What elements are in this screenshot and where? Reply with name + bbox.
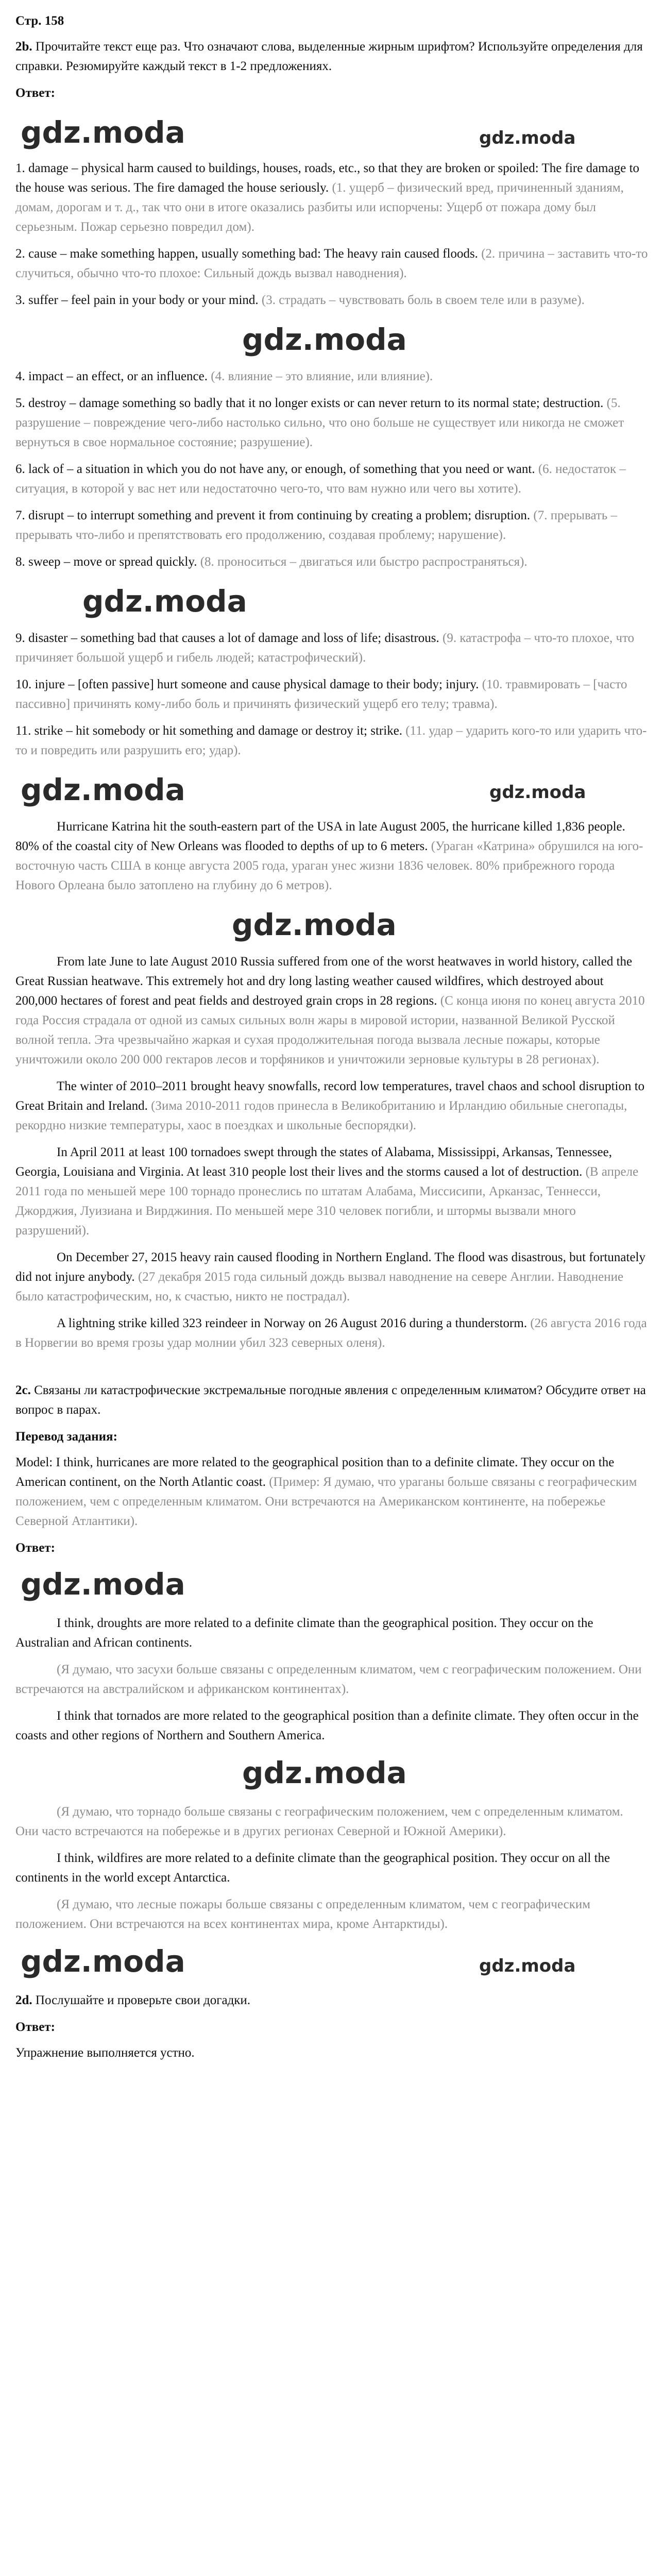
watermark: gdz.moda [479,1956,576,1976]
model-answer [15,1453,649,1531]
watermark-row [15,317,649,367]
watermark-row [15,1753,649,1802]
definition-item [15,506,649,545]
summary-en: The winter of 2010–2011 brought heavy snowfalls, record low temperatures, travel chaos and school disruption to Great Britain and Ireland. [15,1079,645,1113]
answer-en: I think, droughts are more related to a definite climate than the geographical position. They occur on the Australian and African continents. [15,1616,593,1650]
answer-en: I think that tornados are more related to the geographical position than a definite climate. They often occur in the coasts and other regions of Northern and Southern America. [15,1709,639,1742]
definition-ru: (2. причина – заставить что-то случиться, обычно что-то плохое: Сильный дождь вызвал наводнения). [15,247,648,280]
definition-ru: (11. удар – ударить кого-то или ударить что-то и повредить или разрушить его; удар). [15,724,647,757]
definition-en: 1. damage – physical harm caused to buildings, houses, roads, etc., so that they are broken or spoiled: The fire damage to the house was serious. The fire damaged the house seriously. [15,161,640,195]
definition-en: 5. destroy – damage something so badly that it no longer exists or can never return to its normal state; destruction. [15,396,604,410]
summary-paragraph [15,1143,649,1241]
answer-translation: (Я думаю, что торнадо больше связаны с географическим положением, чем с определенным климатом. Они часто встречаются на побережье и в других регионах Северной и Южной Америки). [15,1805,623,1838]
watermark-row [15,579,649,629]
definition-en: 7. disrupt – to interrupt something and prevent it from continuing by creating a problem; disruption. [15,509,531,522]
summary-ru: (Ураган «Катрина» обрушился на юго-восточную часть США в конце августа 2005 года, ураган унес жизни 1836 человек. 80% прибрежного города Нового Орлеана было затоплено на глубину до 6 метров). [15,839,643,892]
summary-ru: (Зима 2010-2011 годов принесла в Великобританию и Ирландию обильные снегопады, рекордно низкие температуры, хаос в поездках и школьные беспорядки). [15,1099,627,1132]
task-text: Связаны ли катастрофические экстремальные погодные явления с определенным климатом? Обсудите ответ на вопрос в парах. [15,1383,646,1417]
definition-en: 3. suffer – feel pain in your body or your mind. [15,293,259,307]
definition-item [15,244,649,283]
exercise-note: Упражнение выполняется устно. [15,2046,195,2060]
watermark: gdz.moda [242,322,407,357]
answer-translation: (Я думаю, что лесные пожары больше связаны с определенным климатом, чем с географическим положением. Они встречаются на всех континентах мира, кроме Антарктиды). [15,1897,591,1931]
task-2b [15,37,649,76]
watermark: gdz.moda [21,1944,185,1979]
definition-item [15,629,649,668]
answer-label: Ответ: [15,2020,55,2034]
model-ru: (Пример: Я думаю, что ураганы больше связаны с географическим положением, чем с определенным климатом. Они встречаются на Американском континенте, на побережье Северной Атлантики). [15,1475,637,1528]
definition-ru: (9. катастрофа – что-то плохое, что причиняет большой ущерб и гибель людей; катастрофический). [15,631,635,665]
summary-en: On December 27, 2015 heavy rain caused flooding in Northern England. The flood was disastrous, but fortunately did not injure anybody. [15,1250,646,1284]
definition-ru: (8. проноситься – двигаться или быстро распространяться). [200,555,527,569]
definition-item [15,394,649,452]
definition-item [15,291,649,310]
answer-label: Ответ: [15,86,55,100]
translation-label: Перевод задания: [15,1430,117,1444]
watermark: gdz.moda [479,128,576,148]
task-label: 2d. [15,1993,32,2007]
definition-item [15,367,649,386]
task-text: Послушайте и проверьте свои догадки. [35,1993,251,2007]
task-label: 2b. [15,40,32,54]
summary-en: In April 2011 at least 100 tornadoes swept through the states of Alabama, Mississippi, Arkansas, Tennessee, Georgia, Louisiana and Virginia. At least 310 people lost their lives and the storms caused a lot of destruction. [15,1145,612,1179]
watermark: gdz.moda [21,1567,185,1602]
definition-item [15,460,649,499]
watermark-row [15,768,649,817]
task-2d [15,1991,649,2010]
definition-en: 11. strike – hit somebody or hit something and damage or destroy it; strike. [15,724,403,738]
watermark: gdz.moda [82,584,247,619]
answer-paragraph [15,1706,649,1745]
watermark-row [15,903,649,952]
summary-ru: (В апреле 2011 года по меньшей мере 100 торнадо пронеслись по штатам Алабама, Миссисипи, Арканзас, Теннесси, Джорджия, Луизиана и Вирджиния. По меньшей мере 310 человек погибли, и штормы вызвали много разрушений). [15,1165,639,1238]
model-en: Model: I think, hurricanes are more related to the geographical position than to a definite climate. They occur on the American continent, on the North Atlantic coast. [15,1455,615,1489]
definition-en: 10. injure – [often passive] hurt someone and cause physical damage to their body; injury. [15,677,479,691]
task-text: Прочитайте текст еще раз. Что означают слова, выделенные жирным шрифтом? Используйте определения для справки. Резюмируйте каждый текст в 1-2 предложениях. [15,40,643,73]
watermark: gdz.moda [21,115,185,150]
watermark: gdz.moda [242,1755,407,1790]
watermark: gdz.moda [21,772,185,807]
summary-paragraph [15,1248,649,1307]
task-2c [15,1381,649,1420]
definition-item [15,159,649,237]
definition-item [15,721,649,760]
definition-en: 2. cause – make something happen, usually something bad: The heavy rain caused floods. [15,247,478,261]
watermark: gdz.moda [232,907,397,942]
watermark-row [15,1941,649,1991]
spacer [15,1360,649,1381]
definition-ru: (3. страдать – чувствовать боль в своем теле или в разуме). [261,293,585,307]
definition-en: 8. sweep – move or spread quickly. [15,555,197,569]
watermark-row [15,109,649,159]
task-label: 2c. [15,1383,31,1397]
definition-en: 6. lack of – a situation in which you do not have any, or enough, of something that you need or want. [15,462,535,476]
definition-ru: (5. разрушение – повреждение чего-либо настолько сильно, что оно больше не существует или никогда не сможет вернуться в свое нормальное состояние; разрушение). [15,396,624,449]
answer-label: Ответ: [15,1541,55,1555]
summary-ru: (26 августа 2016 года в Норвегии во время грозы удар молнии убил 323 северных оленя). [15,1316,647,1350]
summary-paragraph [15,817,649,895]
watermark-row [15,1564,649,1614]
answer-en: I think, wildfires are more related to a definite climate than the geographical position. They occur on all the continents in the world except Antarctica. [15,1851,610,1885]
summary-en: A lightning strike killed 323 reindeer in Norway on 26 August 2016 during a thunderstorm. [57,1316,527,1330]
definition-en: 9. disaster – something bad that causes a lot of damage and loss of life; disastrous. [15,631,439,645]
summary-en: Hurricane Katrina hit the south-eastern part of the USA in late August 2005, the hurricane killed 1,836 people. 80% of the coastal city of New Orleans was flooded to depths of up to 6 meters. [15,820,625,853]
answer-paragraph [15,1614,649,1653]
summary-paragraph [15,1314,649,1353]
definition-ru: (6. недостаток – ситуация, в которой у вас нет или недостаточно чего-то, что вам нужно или чего вы хотите). [15,462,626,496]
definition-ru: (1. ущерб – физический вред, причиненный зданиям, домам, дорогам и т. д., так что они в итоге оказались разбиты или испорчены: Ущерб от пожара дому был серьезным. Пожар серьезно повредил дом). [15,181,624,234]
definition-ru: (4. влияние – это влияние, или влияние). [211,369,433,383]
summary-paragraph [15,952,649,1070]
definition-ru: (10. травмировать – [часто пассивно] причинять кому-либо боль и причинять физический ущерб его телу; травма). [15,677,627,711]
page-title: Стр. 158 [15,14,64,28]
answer-translation: (Я думаю, что засухи больше связаны с определенным климатом, чем с географическим положением. Они встречаются на австралийском и африканском континентах). [15,1663,642,1696]
summary-en: From late June to late August 2010 Russia suffered from one of the worst heatwaves in world history, called the Great Russian heatwave. This extremely hot and dry long lasting weather caused wildfires, which destroyed about 200,000 hectares of forest and peat fields and destroyed grain crops in 28 regions. [15,955,633,1008]
watermark: gdz.moda [489,782,586,803]
definition-ru: (7. прерывать – прерывать что-либо и препятствовать его продолжению, создавая проблему; нарушение). [15,509,617,542]
answer-paragraph [15,1849,649,1888]
definition-item [15,552,649,572]
summary-ru: (27 декабря 2015 года сильный дождь вызвал наводнение на севере Англии. Наводнение было катастрофическим, но, к счастью, никто не пострадал). [15,1270,624,1303]
definition-item [15,675,649,714]
summary-ru: (С конца июня по конец августа 2010 года Россия страдала от одной из самых сильных волн жары в мировой истории, названной Великой Русской волной тепла. Эта чрезвычайно жаркая и сухая продолжительная погода вызвала лесные пожары, которые уничтожили около 200 000 гектаров лесов и торфяников и уничтожили зерновые культуры в 28 регионах). [15,994,645,1066]
definition-en: 4. impact – an effect, or an influence. [15,369,208,383]
summary-paragraph [15,1077,649,1136]
